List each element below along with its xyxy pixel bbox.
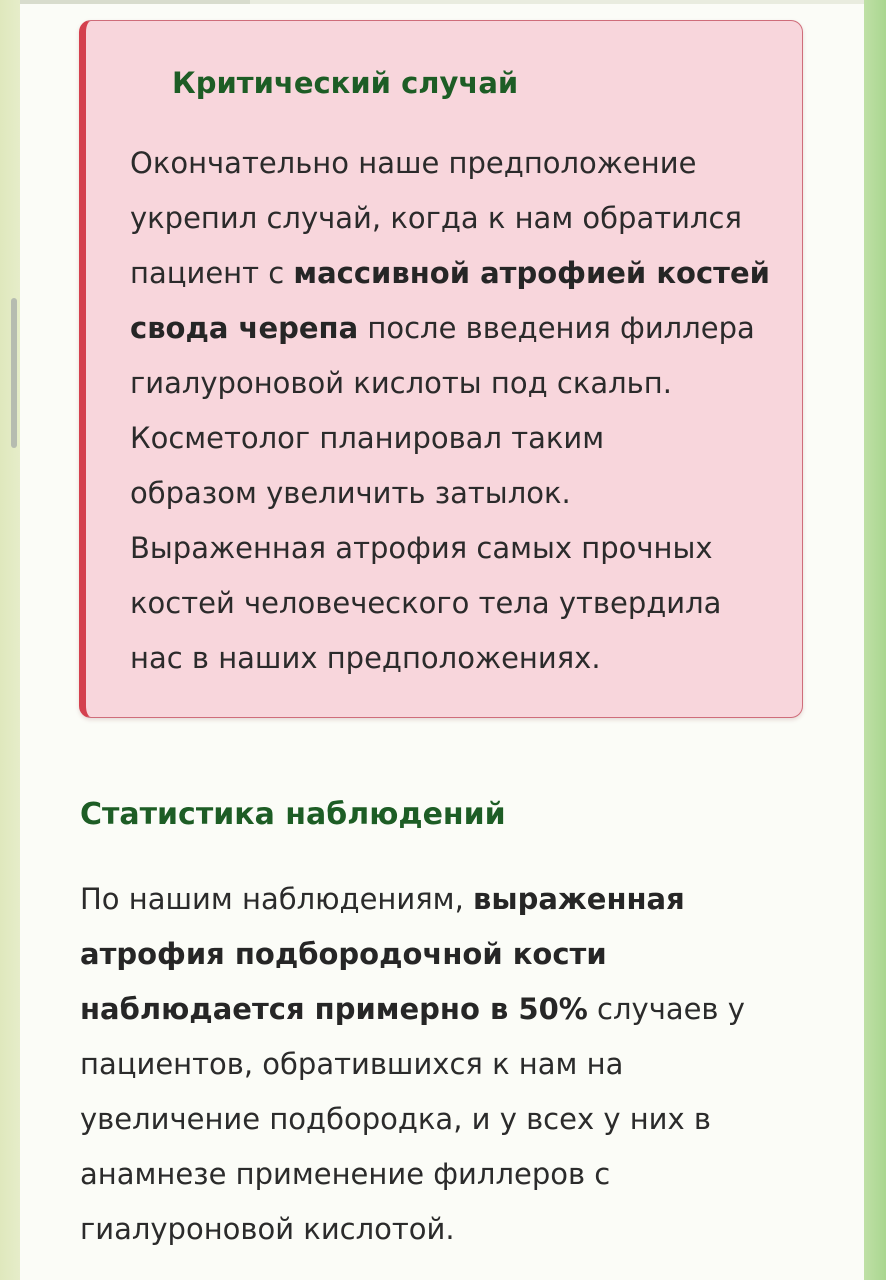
right-page-margin bbox=[864, 0, 886, 1280]
text-segment: случаев у bbox=[587, 992, 745, 1026]
text-line bbox=[130, 136, 790, 191]
text-segment: анамнезе применение филлеров с bbox=[80, 1157, 611, 1191]
bold-text: свода черепа bbox=[130, 311, 359, 345]
text-line bbox=[80, 1092, 780, 1147]
text-segment: костей человеческого тела утвердила bbox=[130, 586, 722, 620]
text-line bbox=[130, 356, 790, 411]
bold-text: атрофия подбородочной кости bbox=[80, 937, 607, 971]
text-line bbox=[130, 411, 790, 466]
callout-title: Критический случай bbox=[172, 66, 519, 100]
text-segment: Косметолог планировал таким bbox=[130, 421, 605, 455]
scroll-indicator[interactable] bbox=[11, 298, 17, 448]
text-segment: гиалуроновой кислотой. bbox=[80, 1212, 455, 1246]
text-line bbox=[80, 872, 780, 927]
bold-text: массивной атрофией костей bbox=[293, 256, 770, 290]
text-segment: Окончательно наше предположение bbox=[130, 146, 697, 180]
text-line bbox=[130, 301, 790, 356]
text-segment: Выраженная атрофия самых прочных bbox=[130, 531, 713, 565]
text-line bbox=[130, 246, 790, 301]
text-segment: нас в наших предположениях. bbox=[130, 641, 601, 675]
text-segment: укрепил случай, когда к нам обратился bbox=[130, 201, 742, 235]
statistics-heading: Статистика наблюдений bbox=[80, 797, 506, 832]
text-segment: пациентов, обратившихся к нам на bbox=[80, 1047, 624, 1081]
top-edge-strip-segment bbox=[20, 0, 250, 4]
left-page-margin bbox=[0, 0, 20, 1280]
callout-body bbox=[130, 136, 790, 686]
text-segment: после введения филлера bbox=[358, 311, 755, 345]
critical-case-callout bbox=[79, 20, 803, 718]
statistics-paragraph bbox=[80, 872, 780, 1257]
text-line bbox=[80, 1202, 780, 1257]
text-line bbox=[130, 631, 790, 686]
text-segment: гиалуроновой кислоты под скальп. bbox=[130, 366, 672, 400]
text-line bbox=[80, 927, 780, 982]
text-segment: увеличение подбородка, и у всех у них в bbox=[80, 1102, 711, 1136]
text-line bbox=[130, 466, 790, 521]
text-line bbox=[130, 521, 790, 576]
bold-text: наблюдается примерно в 50% bbox=[80, 992, 588, 1026]
bold-text: выраженная bbox=[473, 882, 685, 916]
text-segment: По нашим наблюдениям, bbox=[80, 882, 474, 916]
text-line bbox=[130, 576, 790, 631]
text-line bbox=[80, 1147, 780, 1202]
text-line bbox=[80, 982, 780, 1037]
text-segment: образом увеличить затылок. bbox=[130, 476, 571, 510]
text-line bbox=[130, 191, 790, 246]
text-segment: пациент с bbox=[130, 256, 294, 290]
text-line bbox=[80, 1037, 780, 1092]
